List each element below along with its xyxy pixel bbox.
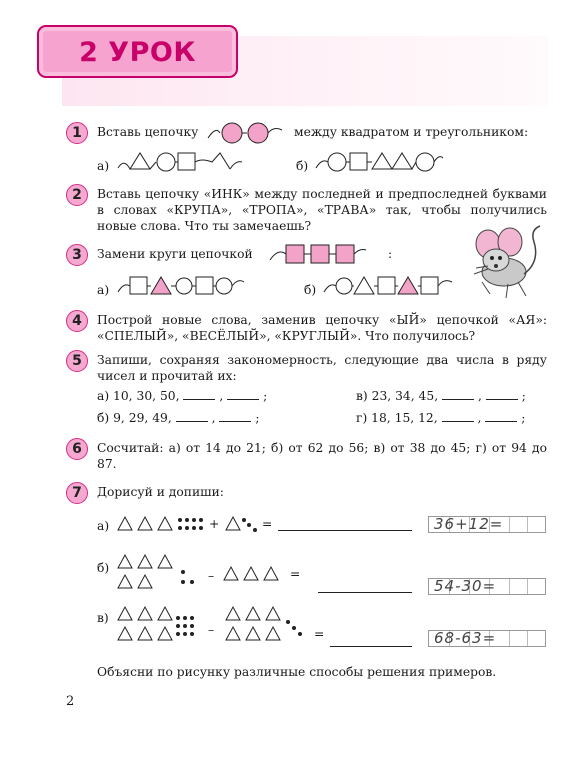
answer-line[interactable] (330, 646, 412, 647)
terminator: ; (255, 411, 260, 425)
chain-circles-icon (206, 122, 290, 144)
answer-blank[interactable] (486, 389, 518, 400)
separator: , (211, 411, 216, 425)
task-7-text: Дорисуй и допиши: (97, 485, 224, 499)
answer-blank[interactable] (227, 389, 259, 400)
task-7-a-label: а) (97, 519, 110, 533)
separator: , (219, 389, 224, 403)
equals-sign: = (290, 567, 301, 581)
lesson-badge (37, 25, 238, 78)
task-7-b-label: б) (97, 561, 110, 575)
equals-sign: = (262, 517, 273, 531)
task-3-b-label: б) (304, 283, 317, 297)
terminator: ; (521, 389, 526, 403)
task-1-b-chain (314, 150, 444, 174)
task-6-text: Сосчитай: а) от 14 до 21; б) от 62 до 56; в) от 38 до 45; г) от 94 до 87. (97, 441, 547, 471)
plus-sign: + (209, 517, 220, 531)
task-3-colon: : (388, 247, 393, 261)
task-number-3: 3 (66, 244, 88, 266)
task-3-a-chain (116, 274, 246, 298)
task-3-b-chain (322, 274, 454, 298)
task-5-row-b (97, 410, 260, 426)
mouse-illustration (468, 222, 548, 302)
sequence-d: г) 18, 15, 12, (356, 411, 438, 425)
answer-line[interactable] (278, 530, 412, 531)
answer-blank[interactable] (485, 411, 517, 422)
task-1-text: Вставь цепочку (97, 125, 199, 139)
answer-line[interactable] (318, 592, 412, 593)
task-5-text: Запиши, сохраняя закономерность, следующие два числа в ряду чисел и прочитай их: (97, 353, 547, 383)
task-5-row-d (356, 410, 525, 426)
task-7-footer: Объясни по рисунку различные способы решения примеров. (97, 665, 497, 679)
equals-sign: = (314, 627, 325, 641)
task-1-a-chain (116, 150, 244, 174)
task-number-6: 6 (66, 438, 88, 460)
task-1-b-label: б) (296, 159, 309, 173)
task-number-1: 1 (66, 122, 88, 144)
task-4-text: Построй новые слова, заменив цепочку «ЫЙ» цепочкой «АЯ»: «СПЕЛЫЙ», «ВЕСЁЛЫЙ», «КРУГЛЫЙ». Что получилось? (97, 313, 547, 343)
task-2-text: Вставь цепочку «ИНК» между последней и предпоследней буквами в словах «КРУПА», «ТРОПА», «ТРАВА» так, чтобы получились новые слова. Что ты замечаешь? (97, 187, 547, 233)
written-equation-c: 68-63= (434, 629, 497, 647)
task-number-7: 7 (66, 482, 88, 504)
task-7-c-label: в) (97, 611, 109, 625)
answer-blank[interactable] (176, 411, 208, 422)
task-number-5: 5 (66, 350, 88, 372)
lesson-title: 2 УРОК (79, 37, 196, 68)
separator: , (477, 389, 482, 403)
page-number: 2 (66, 694, 75, 709)
sequence-c: в) 23, 34, 45, (356, 389, 439, 403)
task-number-4: 4 (66, 310, 88, 332)
answer-blank[interactable] (219, 411, 251, 422)
separator: , (477, 411, 482, 425)
task-1-a-label: а) (97, 159, 110, 173)
task-3-a-label: а) (97, 283, 110, 297)
terminator: ; (521, 411, 526, 425)
minus-sign: – (208, 569, 215, 583)
written-equation-a: 36+12= (434, 515, 504, 533)
task-7-a-figure (116, 512, 266, 536)
task-number-2: 2 (66, 184, 88, 206)
task-5-row-a (97, 388, 267, 404)
written-equation-b: 54-30= (434, 577, 497, 595)
chain-squares-icon (268, 242, 368, 266)
task-1-text2: между квадратом и треугольником: (294, 125, 529, 139)
task-7-c-figure (116, 604, 336, 648)
answer-blank[interactable] (183, 389, 215, 400)
task-3-text: Замени круги цепочкой (97, 247, 253, 261)
task-5-row-c (356, 388, 526, 404)
sequence-b: б) 9, 29, 49, (97, 411, 172, 425)
answer-blank[interactable] (442, 411, 474, 422)
sequence-a: а) 10, 30, 50, (97, 389, 180, 403)
answer-blank[interactable] (442, 389, 474, 400)
minus-sign: – (208, 623, 215, 637)
terminator: ; (263, 389, 268, 403)
